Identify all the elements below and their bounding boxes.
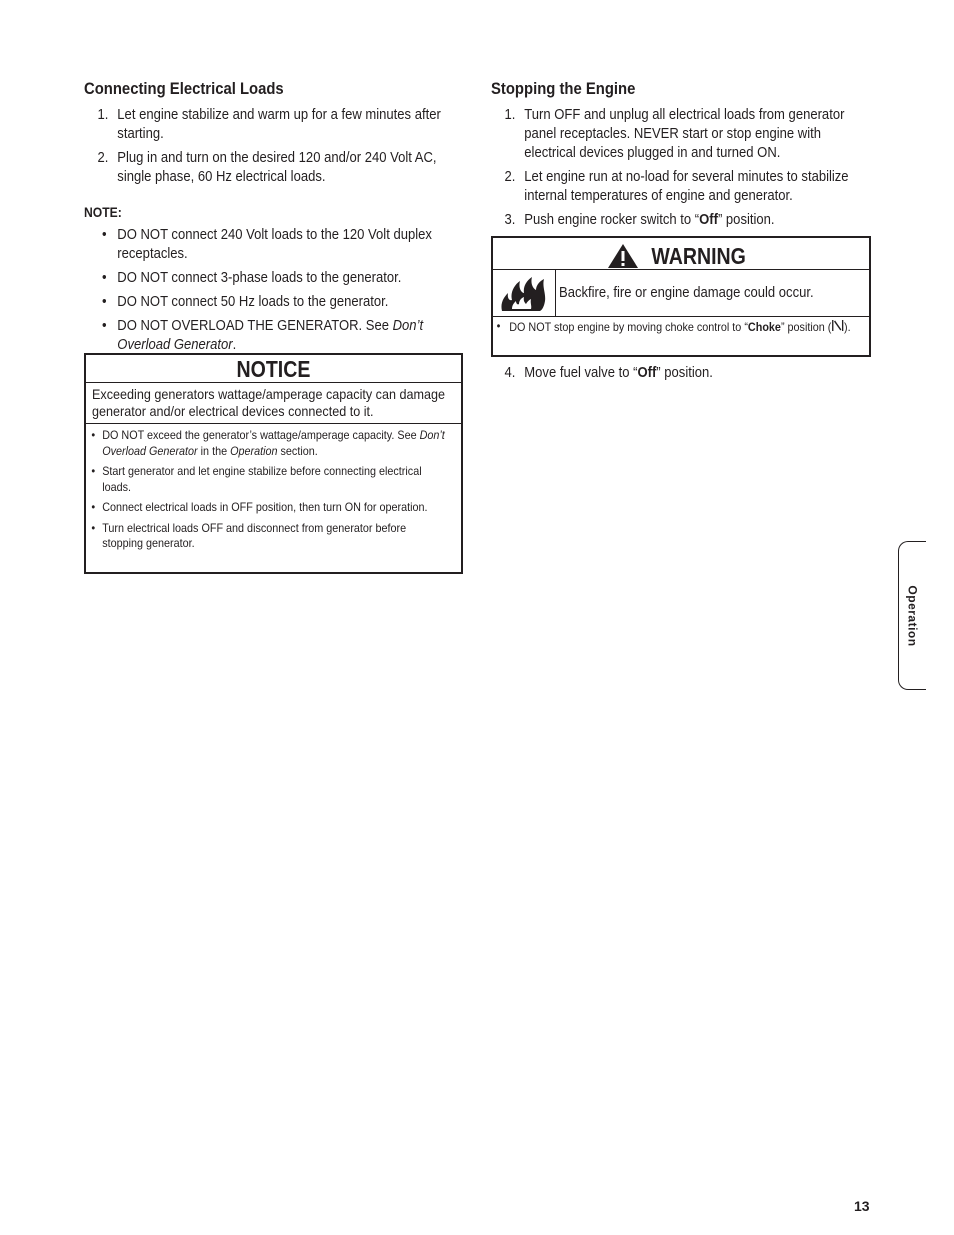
notice-item: • Start generator and let engine stabilize before connecting electrical loads. (91, 464, 445, 495)
step-number: 3. (504, 212, 516, 228)
connecting-loads-body (84, 106, 462, 355)
warning-title: WARNING (651, 242, 747, 269)
warning-icon-cell (493, 270, 556, 316)
step-number: 4. (504, 365, 516, 381)
warning-triangle-icon (607, 243, 639, 269)
warning-hazard-text: Backfire, fire or engine damage could occur. (559, 285, 814, 301)
step-item: 3. Push engine rocker switch to “Off” position. (504, 212, 775, 228)
notice-item: • Connect electrical loads in OFF position, then turn ON for operation. (91, 500, 445, 516)
step-item: 4. Move fuel valve to “Off” position. (504, 365, 713, 381)
notice-header (86, 355, 461, 383)
note-item: • DO NOT connect 50 Hz loads to the generator. (84, 293, 462, 312)
step-item (491, 168, 869, 206)
step-text: Let engine stabilize and warm up for a few minutes after starting. (117, 107, 441, 142)
warning-item: • DO NOT stop engine by moving choke control to “Choke” position ( ). (497, 319, 855, 336)
section-heading-stopping-engine: Stopping the Engine (491, 80, 636, 98)
warning-box (491, 236, 871, 357)
warning-list (493, 317, 858, 336)
right-column (491, 80, 869, 235)
notice-list (86, 424, 451, 552)
side-tab-label: Operation (905, 584, 920, 647)
left-column (84, 80, 462, 360)
note-item: • DO NOT connect 3-phase loads to the generator. (84, 269, 462, 288)
step-4-block (491, 364, 869, 388)
note-label: NOTE: (84, 205, 122, 220)
note-item: • DO NOT OVERLOAD THE GENERATOR. See Don’t Overload Generator. (84, 317, 462, 355)
step-text: Plug in and turn on the desired 120 and/or 240 Volt AC, single phase, 60 Hz electrical loads. (117, 150, 437, 185)
step-number: 1. (504, 107, 516, 123)
notice-item: • DO NOT exceed the generator’s wattage/amperage capacity. See Don’t Overload Generator in the Operation section. (91, 428, 445, 459)
notice-title: NOTICE (236, 356, 311, 382)
connecting-loads-steps (84, 106, 462, 187)
step-number: 1. (97, 107, 109, 123)
step-number: 2. (97, 150, 109, 166)
step-text: Let engine run at no-load for several minutes to stabilize internal temperatures of engine and generator. (524, 169, 849, 204)
notice-list-wrap (86, 424, 451, 552)
notice-intro: Exceeding generators wattage/amperage capacity can damage generator and/or electrical devices connected to it. (86, 383, 461, 424)
note-list (84, 226, 462, 355)
choke-symbol-icon (831, 319, 844, 332)
warning-hazard-row (493, 270, 869, 317)
stopping-engine-steps (491, 106, 869, 230)
stopping-engine-steps-continued (491, 364, 869, 383)
section-side-tab (898, 541, 926, 690)
page-number: 13 (854, 1198, 870, 1214)
step-item (84, 106, 462, 144)
stopping-engine-body (491, 106, 869, 230)
step-text: Turn OFF and unplug all electrical loads from generator panel receptacles. NEVER start or stop engine with electrical devices plugged in and turned ON. (524, 107, 845, 161)
step-item (84, 149, 462, 187)
note-reference: Don’t Overload Generator (117, 318, 424, 353)
step-number: 2. (504, 169, 516, 185)
notice-box (84, 353, 463, 574)
warning-list-wrap (493, 317, 858, 336)
fire-icon (498, 273, 550, 313)
step-item (491, 106, 869, 163)
section-heading-connecting-loads: Connecting Electrical Loads (84, 80, 284, 98)
warning-header (493, 238, 869, 270)
note-item: • DO NOT connect 240 Volt loads to the 120 Volt duplex receptacles. (84, 226, 462, 264)
notice-item: • Turn electrical loads OFF and disconnect from generator before stopping generator. (91, 521, 445, 552)
